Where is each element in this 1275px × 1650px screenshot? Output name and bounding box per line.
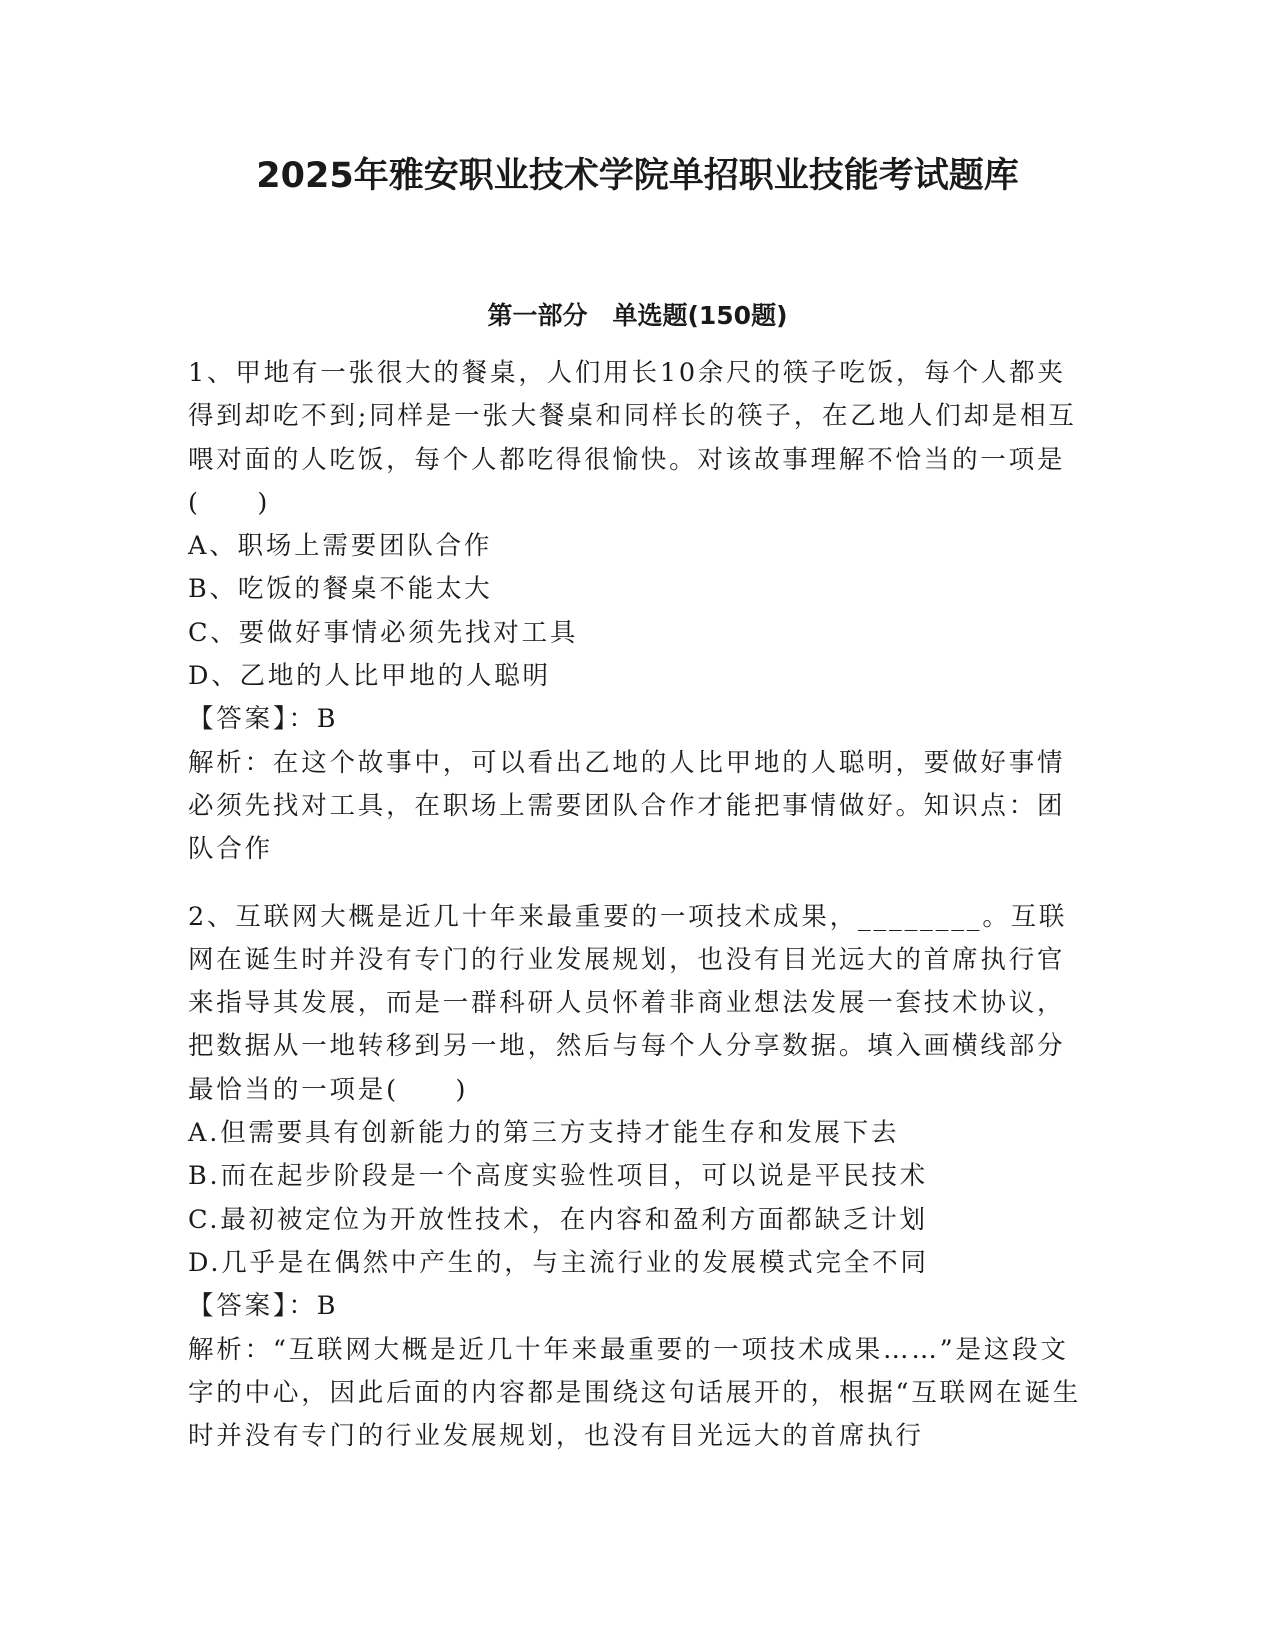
- option-a: A、职场上需要团队合作: [188, 531, 493, 562]
- option-c: C、要做好事情必须先找对工具: [188, 617, 579, 648]
- answer-label: 【答案】：B: [188, 704, 339, 735]
- explanation: 解析：在这个故事中，可以看出乙地的人比甲地的人聪明，要做好事情必须先找对工具，在职场上需要团队合作才能把事情做好。知识点：团队合作: [188, 747, 1066, 865]
- answer-label: 【答案】：B: [188, 1291, 339, 1322]
- question-1: [188, 352, 1088, 872]
- option-c: C.最初被定位为开放性技术，在内容和盈利方面都缺乏计划: [188, 1204, 928, 1235]
- document-title: 2025年雅安职业技术学院单招职业技能考试题库: [256, 156, 1019, 196]
- option-b: B、吃饭的餐桌不能太大: [188, 574, 493, 605]
- option-d: D.几乎是在偶然中产生的，与主流行业的发展模式完全不同: [188, 1247, 929, 1278]
- question-stem: 1、甲地有一张很大的餐桌，人们用长10余尺的筷子吃饭，每个人都夹得到却吃不到;同样是一张大餐桌和同样长的筷子，在乙地人们却是相互喂对面的人吃饭，每个人都吃得很愉快。对该故事理解不恰当的一项是( ): [188, 358, 1077, 518]
- option-d: D、乙地的人比甲地的人聪明: [188, 661, 551, 692]
- question-2: [188, 896, 1088, 1459]
- option-b: B.而在起步阶段是一个高度实验性项目，可以说是平民技术: [188, 1161, 928, 1192]
- option-a: A.但需要具有创新能力的第三方支持才能生存和发展下去: [188, 1118, 900, 1149]
- question-stem: 2、互联网大概是近几十年来最重要的一项技术成果，________。互联网在诞生时并没有专门的行业发展规划，也没有目光远大的首席执行官来指导其发展，而是一群科研人员怀着非商业想法发展一套技术协议，把数据从一地转移到另一地，然后与每个人分享数据。填入画横线部分最恰当的一项是( ): [188, 901, 1068, 1105]
- question-list: [188, 352, 1088, 1482]
- section-title: 第一部分 单选题(150题): [487, 301, 788, 330]
- explanation: 解析：“互联网大概是近几十年来最重要的一项技术成果……”是这段文字的中心，因此后面的内容都是围绕这句话展开的，根据“互联网在诞生时并没有专门的行业发展规划，也没有目光远大的首席执行: [188, 1334, 1082, 1452]
